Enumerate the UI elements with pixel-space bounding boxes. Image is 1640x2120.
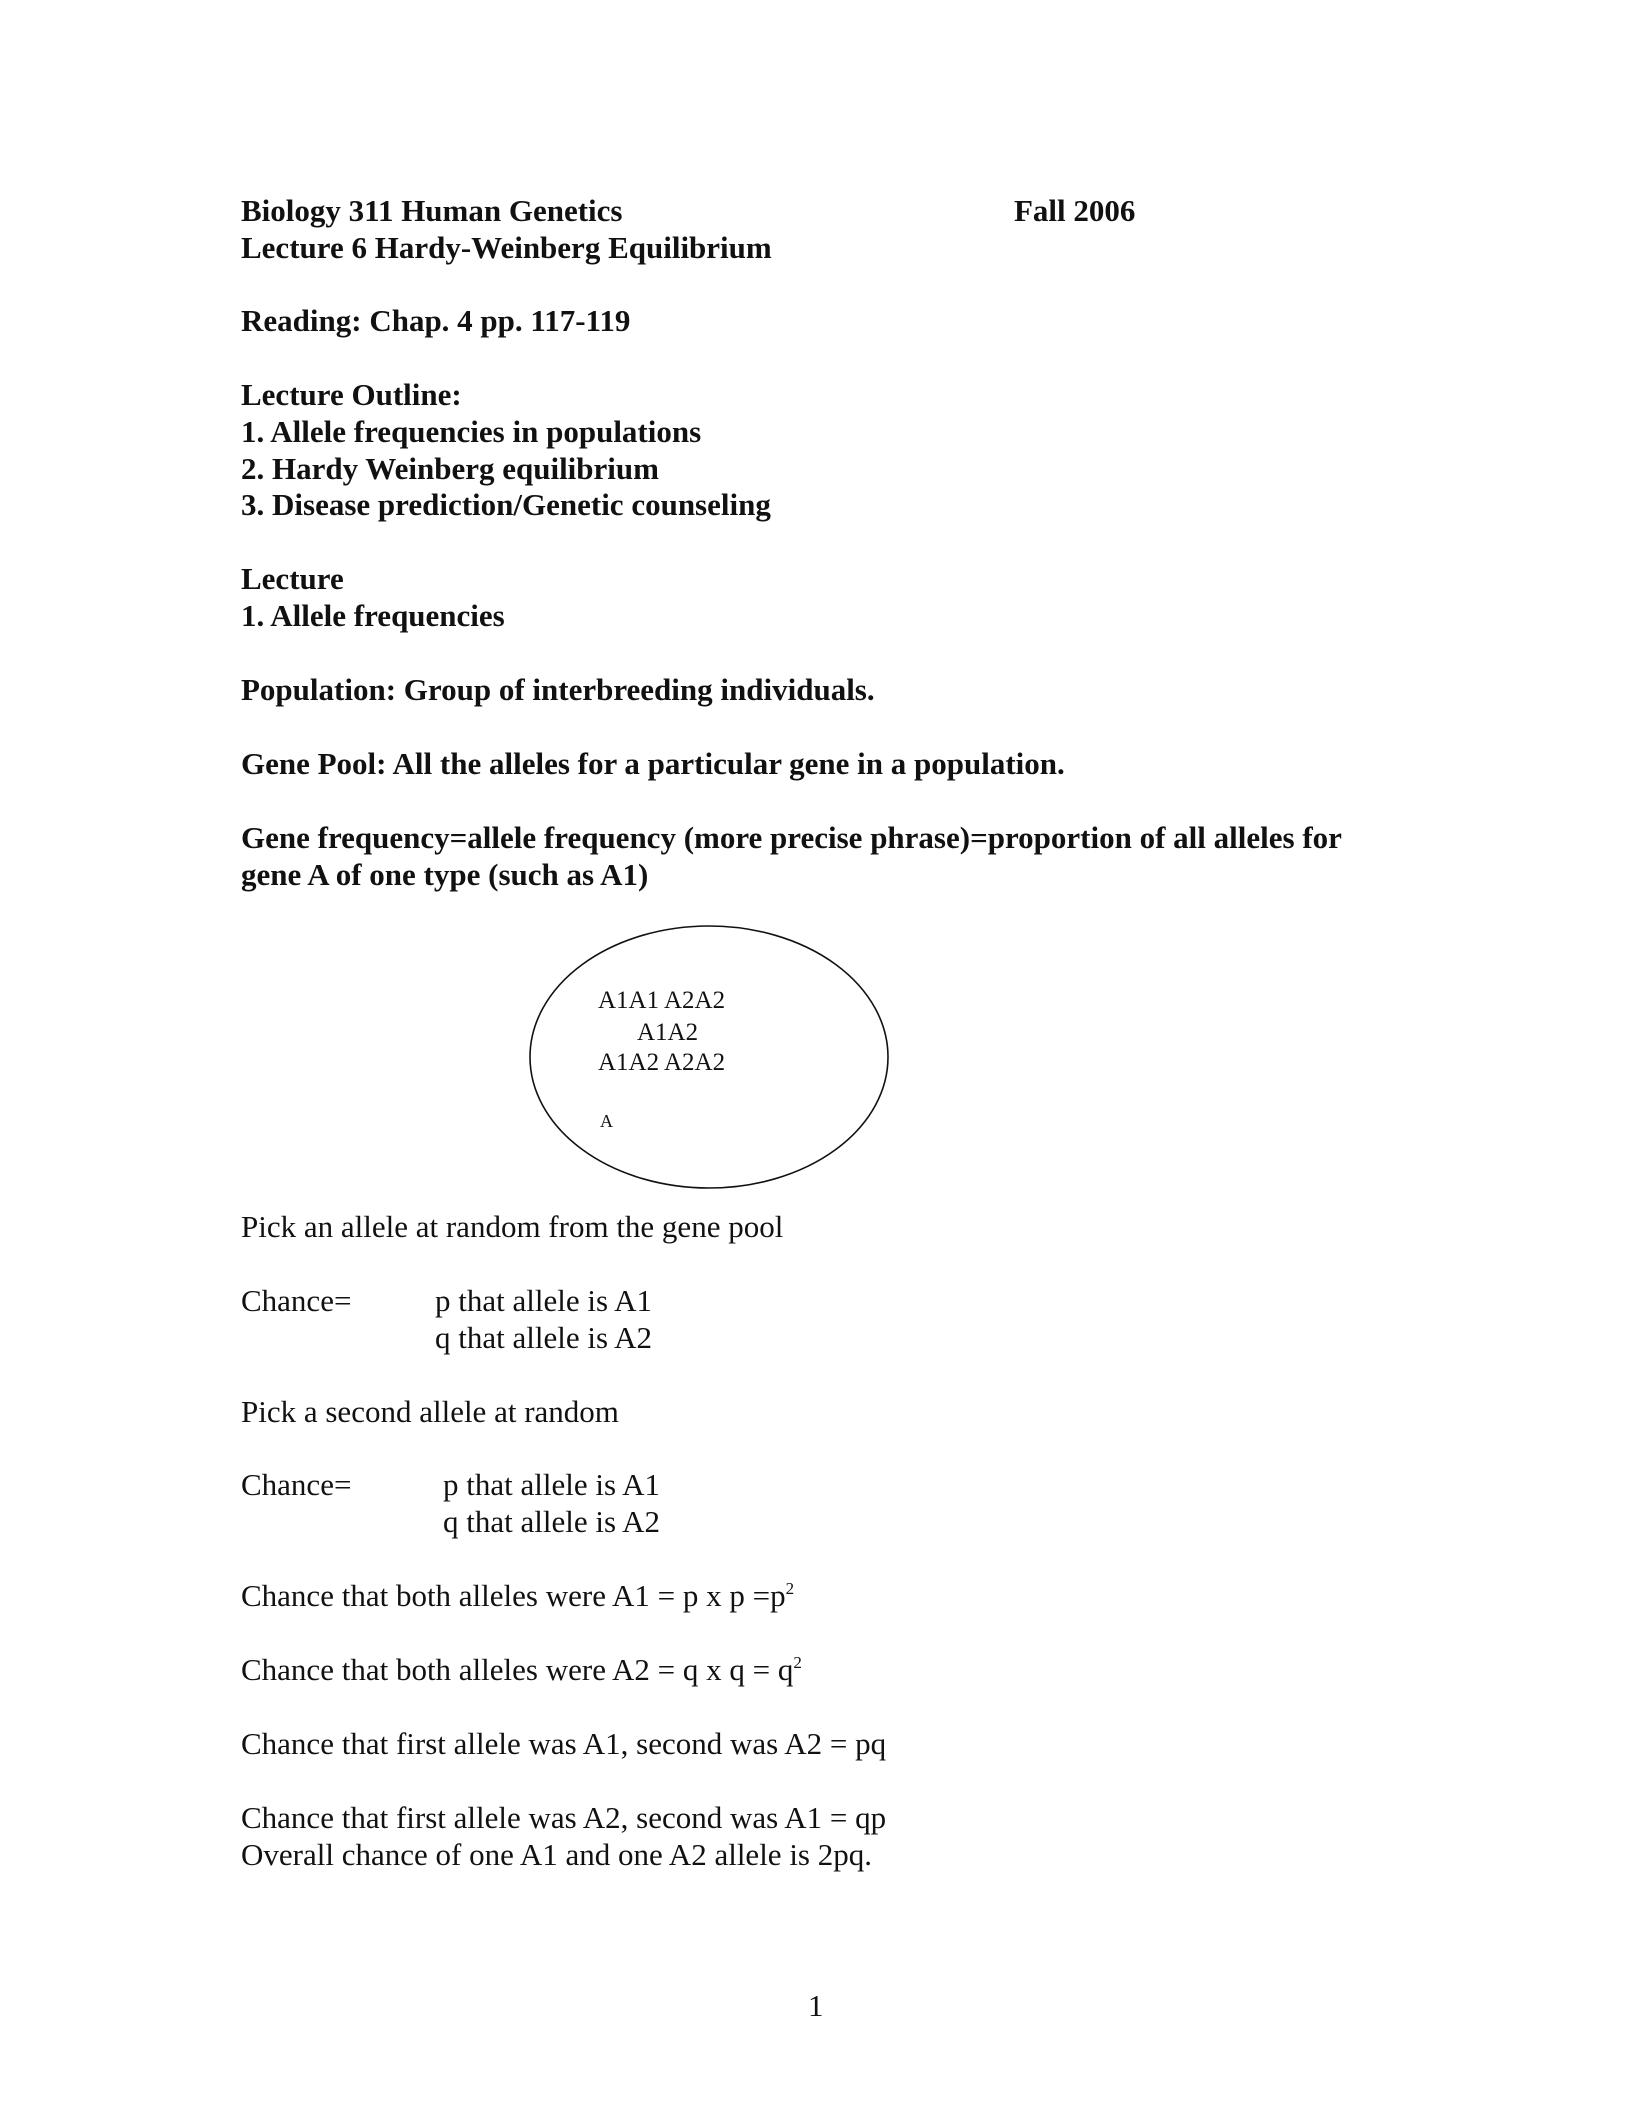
course-title: Biology 311 Human Genetics bbox=[241, 193, 623, 228]
chance-q: q that allele is A2 bbox=[435, 1320, 652, 1355]
outline-item: 3. Disease prediction/Genetic counseling bbox=[241, 487, 771, 522]
lecture-subheading: 1. Allele frequencies bbox=[241, 598, 505, 633]
superscript: 2 bbox=[785, 1579, 795, 1598]
chance-label: Chance= bbox=[241, 1283, 352, 1318]
chance-p: p that allele is A1 bbox=[443, 1467, 660, 1502]
chance-q: q that allele is A2 bbox=[443, 1504, 660, 1539]
genotype-row: A1A2 bbox=[637, 1019, 699, 1046]
both-a1-chance bbox=[241, 1577, 794, 1614]
superscript: 2 bbox=[793, 1653, 802, 1672]
genotype-row: A1A1 A2A2 bbox=[598, 987, 726, 1014]
outline-item: 2. Hardy Weinberg equilibrium bbox=[241, 451, 659, 486]
gene-pool-diagram bbox=[527, 923, 891, 1191]
lecture-title: Lecture 6 Hardy-Weinberg Equilibrium bbox=[241, 230, 772, 265]
allele-label: A bbox=[600, 1111, 613, 1131]
first-a2-second-a1: Chance that first allele was A2, second was A1 = qp bbox=[241, 1800, 887, 1835]
gene-frequency-definition-line2: gene A of one type (such as A1) bbox=[241, 857, 649, 892]
population-definition: Population: Group of interbreeding individuals. bbox=[241, 672, 875, 707]
first-a1-second-a2: Chance that first allele was A1, second was A2 = pq bbox=[241, 1726, 887, 1761]
chance-block-1 bbox=[241, 1282, 652, 1319]
page-number: 1 bbox=[808, 1988, 824, 2023]
both-a2-text: Chance that both alleles were A2 = q x q = q bbox=[241, 1652, 794, 1687]
chance-block-2 bbox=[241, 1466, 660, 1503]
outline-heading: Lecture Outline: bbox=[241, 377, 462, 412]
term: Fall 2006 bbox=[1014, 193, 1136, 228]
pick-first-allele: Pick an allele at random from the gene pool bbox=[241, 1209, 784, 1244]
chance-label: Chance= bbox=[241, 1467, 352, 1502]
both-a2-chance bbox=[241, 1651, 802, 1688]
both-a1-text: Chance that both alleles were A1 = p x p =p bbox=[241, 1578, 786, 1613]
chance-p: p that allele is A1 bbox=[435, 1283, 652, 1318]
overall-chance: Overall chance of one A1 and one A2 allele is 2pq. bbox=[241, 1837, 872, 1872]
lecture-heading: Lecture bbox=[241, 561, 344, 596]
gene-pool-definition: Gene Pool: All the alleles for a particular gene in a population. bbox=[241, 746, 1065, 781]
genotype-row: A1A2 A2A2 bbox=[598, 1049, 726, 1076]
reading-assignment: Reading: Chap. 4 pp. 117-119 bbox=[241, 303, 631, 338]
gene-frequency-definition-line1: Gene frequency=allele frequency (more precise phrase)=proportion of all alleles for bbox=[241, 820, 1342, 855]
outline-item: 1. Allele frequencies in populations bbox=[241, 414, 702, 449]
pick-second-allele: Pick a second allele at random bbox=[241, 1394, 619, 1429]
